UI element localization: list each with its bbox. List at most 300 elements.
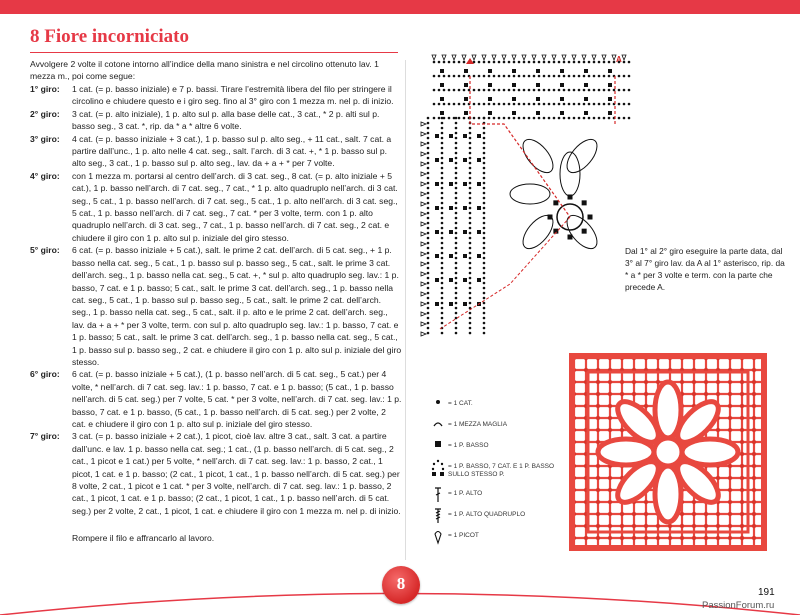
chain-dot (427, 232, 430, 235)
chain-dot (469, 142, 472, 145)
chain-dot (441, 217, 444, 220)
chain-dot (469, 222, 472, 225)
chain-dot (573, 103, 576, 106)
chain-dot (433, 117, 436, 120)
chain-dot (473, 103, 476, 106)
picot-mark (492, 55, 496, 60)
chain-dot (455, 257, 458, 260)
center-stitch (548, 215, 553, 220)
picot-mark (421, 152, 426, 156)
chain-dot (455, 322, 458, 325)
single-crochet-mark (477, 254, 481, 258)
chain-dot (583, 89, 586, 92)
legend-row (428, 438, 568, 459)
center-stitch (582, 200, 587, 205)
single-crochet-mark (440, 111, 444, 115)
chain-dot (448, 75, 451, 78)
watermark: PassionForum.ru (702, 600, 775, 611)
chain-dot (483, 287, 486, 290)
picot-mark (421, 332, 426, 336)
chain-dot (469, 312, 472, 315)
chain-dot (553, 75, 556, 78)
chain-dot (483, 322, 486, 325)
chain-dot (493, 89, 496, 92)
chain-dot (513, 89, 516, 92)
single-crochet-mark (477, 230, 481, 234)
picot-mark (421, 162, 426, 166)
chain-dot (441, 147, 444, 150)
single-crochet-mark (449, 254, 453, 258)
chain-dot (628, 89, 631, 92)
single-crochet-mark (608, 97, 612, 101)
single-crochet-mark (440, 83, 444, 87)
chain-dot (443, 75, 446, 78)
chain-dot (473, 89, 476, 92)
chain-dot (433, 89, 436, 92)
chain-dot (483, 227, 486, 230)
chain-dot (568, 89, 571, 92)
chain-dot (443, 89, 446, 92)
chain-dot (443, 103, 446, 106)
chain-dot (568, 117, 571, 120)
chain-dot (469, 197, 472, 200)
picot-mark (482, 55, 486, 60)
chain-dot (483, 327, 486, 330)
chain-dot (578, 117, 581, 120)
chain-dot (455, 332, 458, 335)
chain-dot (441, 232, 444, 235)
chain-dot (441, 182, 444, 185)
chain-dot (538, 103, 541, 106)
chain-dot (623, 75, 626, 78)
chain-dot (443, 61, 446, 64)
chain-dot (483, 282, 486, 285)
chain-dot (598, 75, 601, 78)
single-crochet-mark (463, 302, 467, 306)
round-5 (30, 244, 402, 368)
chain-dot (508, 117, 511, 120)
chain-dot (543, 89, 546, 92)
chain-dot (427, 147, 430, 150)
single-crochet-mark (584, 111, 588, 115)
chain-dot (498, 117, 501, 120)
single-crochet-mark (488, 83, 492, 87)
single-crochet-mark (477, 182, 481, 186)
picot-mark (592, 55, 596, 60)
chain-dot (498, 103, 501, 106)
picot-mark (421, 292, 426, 296)
chain-dot (469, 327, 472, 330)
chain-dot (455, 277, 458, 280)
chain-dot (543, 61, 546, 64)
chain-dot (503, 75, 506, 78)
chain-dot (455, 192, 458, 195)
chain-dot (455, 137, 458, 140)
chain-dot (441, 207, 444, 210)
chain-dot (427, 262, 430, 265)
chain-dot (548, 103, 551, 106)
chain-dot (488, 117, 491, 120)
single-crochet-mark (449, 278, 453, 282)
chain-dot (455, 207, 458, 210)
chain-dot (628, 117, 631, 120)
picot-mark (602, 55, 606, 60)
chain-dot (493, 103, 496, 106)
chain-dot (513, 61, 516, 64)
single-crochet-mark (560, 111, 564, 115)
picot-mark (442, 55, 446, 60)
chain-dot (528, 61, 531, 64)
single-crochet-mark (560, 97, 564, 101)
chain-dot (518, 75, 521, 78)
chain-dot (473, 117, 476, 120)
chain-dot (503, 117, 506, 120)
single-crochet-mark (477, 206, 481, 210)
chain-dot (441, 317, 444, 320)
center-stitch (553, 200, 558, 205)
chain-dot (588, 89, 591, 92)
chain-dot (455, 182, 458, 185)
chain-dot (469, 237, 472, 240)
intro-paragraph: Avvolgere 2 volte il cotone intorno all’indice della mano sinistra e nel circolino ottenuto lav. 1 mezza m., poi come segue: (30, 59, 379, 82)
chain-dot (448, 103, 451, 106)
chain-dot (483, 212, 486, 215)
single-crochet-mark (584, 69, 588, 73)
chain-dot (469, 272, 472, 275)
single-crochet-mark (463, 158, 467, 162)
single-crochet-mark (477, 134, 481, 138)
round-text: 4 cat. (= p. basso iniziale + 3 cat.), 1 p. basso sul p. alto seg., + 11 cat., salt. 7 cat. a partire dall’unc., 1 p. alto nelle 4 cat. seg., salt. l’arch. di 3 cat. +, * 1 p. basso sul p. alto seg., 3 cat., 1 p. basso sul p. alto seg., lav. da + a + * per 7 volte. (72, 133, 392, 169)
chain-dot (478, 89, 481, 92)
chain-dot (441, 127, 444, 130)
chain-dot (469, 232, 472, 235)
single-crochet-mark (488, 97, 492, 101)
chain-dot (578, 75, 581, 78)
chain-dot (528, 75, 531, 78)
single-crochet-mark (536, 69, 540, 73)
chain-dot (441, 152, 444, 155)
chain-dot (483, 242, 486, 245)
chain-dot (455, 197, 458, 200)
chain-dot (427, 192, 430, 195)
chain-dot (427, 157, 430, 160)
chain-dot (455, 172, 458, 175)
chain-dot (478, 61, 481, 64)
legend-text: = 1 CAT. (448, 400, 473, 407)
chain-dot (441, 167, 444, 170)
chain-dot (483, 177, 486, 180)
chain-dot (483, 207, 486, 210)
chain-dot (455, 242, 458, 245)
chain-dot (441, 257, 444, 260)
chain-dot (469, 247, 472, 250)
single-crochet-mark (449, 206, 453, 210)
chain-dot (613, 89, 616, 92)
chain-dot (488, 103, 491, 106)
chain-dot (455, 162, 458, 165)
chain-dot (453, 75, 456, 78)
chain-dot (508, 89, 511, 92)
chain-dot (523, 103, 526, 106)
chain-dot (543, 75, 546, 78)
chain-dot (513, 103, 516, 106)
chain-dot (608, 117, 611, 120)
chain-dot (473, 75, 476, 78)
legend-row (428, 507, 568, 528)
legend-row (428, 486, 568, 507)
chain-dot (441, 282, 444, 285)
round-text: 6 cat. (= p. basso iniziale + 5 cat.), (1 p. basso nell’arch. di 5 cat. seg., 5 cat.) per 4 volte, * nell’arch. di 7 cat. seg. lav.: 1 p. basso, 7 cat. e 1 p. basso; (5 cat., 1 p. basso nell’arch. di 5 cat. seg.) per 7 volte, 5 cat. * per 3 volte, nell’arch. di 7 cat. seg. lav.: 1 p. basso, 7 cat. e 1 p. basso, (5 cat., 1 p. basso nell’arch. di 5 cat. seg.) per 2 volte, 2 cat. e chiudere il giro con 1 p. alto sul p. iniziale del giro stesso. (72, 369, 402, 429)
chain-dot (441, 267, 444, 270)
chain-dot (441, 332, 444, 335)
chain-dot (427, 167, 430, 170)
chain-dot (518, 117, 521, 120)
chain-dot (483, 142, 486, 145)
chain-dot (441, 242, 444, 245)
chain-dot (438, 75, 441, 78)
chain-dot (518, 89, 521, 92)
chain-dot (488, 75, 491, 78)
chain-dot (463, 75, 466, 78)
center-stitch (582, 229, 587, 234)
chain-dot (558, 117, 561, 120)
chain-dot (441, 197, 444, 200)
single-crochet-mark (435, 230, 439, 234)
round-label: 2° giro: (30, 108, 60, 119)
chain-dot (469, 267, 472, 270)
chain-dot (593, 89, 596, 92)
chain-dot (469, 157, 472, 160)
picot-mark (552, 55, 556, 60)
chain-dot (553, 103, 556, 106)
chain-dot (538, 89, 541, 92)
chain-dot (463, 103, 466, 106)
legend-row (428, 459, 568, 486)
chain-dot (498, 75, 501, 78)
chain-dot (483, 262, 486, 265)
chain-dot (427, 117, 430, 120)
chart-red-diagonal (440, 217, 570, 329)
chain-dot (628, 75, 631, 78)
chain-dot (455, 302, 458, 305)
chain-dot (483, 162, 486, 165)
chain-dot (469, 252, 472, 255)
single-crochet-mark (463, 134, 467, 138)
chain-dot (483, 117, 486, 120)
chart-start-arrow (466, 58, 474, 64)
chain-dot (578, 103, 581, 106)
chain-dot (469, 332, 472, 335)
chain-dot (438, 61, 441, 64)
chain-dot (513, 75, 516, 78)
single-crochet-mark (488, 69, 492, 73)
chain-dot (498, 61, 501, 64)
picot-mark (542, 55, 546, 60)
chain-dot (438, 89, 441, 92)
chain-dot (483, 232, 486, 235)
chain-dot (608, 61, 611, 64)
chain-dot (483, 152, 486, 155)
chain-dot (563, 61, 566, 64)
chain-dot (441, 117, 444, 120)
chain-dot (469, 262, 472, 265)
chain-dot (483, 147, 486, 150)
chain-dot (427, 162, 430, 165)
chain-dot (441, 137, 444, 140)
crochet-square-photo (568, 352, 768, 552)
chain-dot (441, 157, 444, 160)
chain-dot (483, 222, 486, 225)
single-crochet-mark (464, 111, 468, 115)
chain-dot (427, 322, 430, 325)
chain-dot (469, 137, 472, 140)
picot-mark (421, 172, 426, 176)
round-text: 6 cat. (= p. basso iniziale + 5 cat.), salt. le prime 2 cat. dell’arch. di 5 cat. seg., + 1 p. basso nella cat. seg., 5 cat., 1 p. basso sul p. basso seg., 5 cat., salt. le prime 3 cat. dell’arch. seg., 1 p. basso nella cat. seg., 5 cat. +, * sul p. alto quadruplo seg. lav.: 1 p. basso, 7 cat. e 1 p. basso; 5 cat., salt. le prime 3 cat. dell’arch. seg., 1 p. basso nella cat. seg., 5 cat., 1 p. basso sul p. basso seg., 5 cat., salt. le prime 2 cat. dell’arch. seg., 1 p. basso nella cat. seg., 5 cat., salt. il p. alto e le prime 2 cat. dell’arch. seg., lav. da + a + * per 3 volte, term. con sul p. alto quadruplo seg. lav.: 1 p. basso, 7 cat. e 1 p. basso; 5 cat., salt. le prime 3 cat. dell’arch. seg., 1 p. basso nella cat. seg., 5 cat., 1 p. basso sul p. basso seg., 2 cat. e chiudere il giro con 1 p. alto sul p. iniziale del giro stesso. (72, 245, 402, 367)
chain-dot (553, 117, 556, 120)
rounds-instructions (30, 83, 402, 517)
center-stitch (568, 195, 573, 200)
picot-mark (512, 55, 516, 60)
picot-mark (421, 232, 426, 236)
picot-mark (532, 55, 536, 60)
chain-dot (469, 212, 472, 215)
chain-dot (433, 75, 436, 78)
chain-dot (427, 227, 430, 230)
single-crochet-mark (449, 302, 453, 306)
chain-dot (469, 277, 472, 280)
chain-dot (488, 61, 491, 64)
chain-dot (427, 287, 430, 290)
chain-dot (427, 302, 430, 305)
chain-dot (483, 217, 486, 220)
chain-dot (427, 267, 430, 270)
round-label: 7° giro: (30, 431, 60, 442)
chain-dot (558, 61, 561, 64)
chain-dot (483, 202, 486, 205)
chain-dot (427, 312, 430, 315)
single-crochet-mark (584, 83, 588, 87)
chain-dot (469, 167, 472, 170)
chain-dot (455, 262, 458, 265)
chain-dot (618, 117, 621, 120)
single-crochet-mark (449, 134, 453, 138)
single-crochet-mark (435, 254, 439, 258)
chain-dot (441, 297, 444, 300)
chain-dot (441, 292, 444, 295)
chain-dot (441, 272, 444, 275)
chain-dot (427, 172, 430, 175)
chain-dot (455, 187, 458, 190)
chain-dot (427, 237, 430, 240)
chain-dot (427, 132, 430, 135)
single-crochet-mark (608, 69, 612, 73)
chain-dot (441, 322, 444, 325)
chain-dot-icon (428, 396, 448, 412)
chain-dot (518, 61, 521, 64)
chain-dot (533, 103, 536, 106)
chain-dot (573, 75, 576, 78)
chain-dot (469, 152, 472, 155)
chain-dot (469, 187, 472, 190)
chain-dot (623, 61, 626, 64)
chain-dot (455, 142, 458, 145)
chain-dot (623, 103, 626, 106)
chain-dot (483, 61, 486, 64)
chain-dot (573, 117, 576, 120)
chain-dot (483, 252, 486, 255)
chain-dot (563, 75, 566, 78)
chain-dot (469, 162, 472, 165)
single-crochet-mark (608, 83, 612, 87)
chain-dot (455, 127, 458, 130)
chain-dot (563, 117, 566, 120)
chain-dot (593, 75, 596, 78)
chain-dot (483, 197, 486, 200)
chain-dot (553, 61, 556, 64)
chain-dot (483, 127, 486, 130)
chain-dot (478, 117, 481, 120)
chain-dot (453, 61, 456, 64)
chain-dot (518, 103, 521, 106)
chain-dot (618, 75, 621, 78)
chain-dot (441, 192, 444, 195)
chain-dot (483, 137, 486, 140)
round-text: 3 cat. (= p. alto iniziale), 1 p. alto sul p. alla base delle cat., 3 cat., * 2 p. alti sul p. basso seg., 3 cat. *, rip. da * a * altre 6 volte. (72, 108, 380, 132)
chain-dot (598, 61, 601, 64)
single-crochet-mark (560, 83, 564, 87)
diagram-note: Dal 1° al 2° giro eseguire la parte data, dal 3° al 7° giro lav. da A al 1° asterisco, rip. da * a * per 3 volte e term. con la parte che precede A. (625, 246, 785, 292)
round-label: 4° giro: (30, 170, 60, 181)
top-color-band (0, 0, 800, 14)
chain-dot (548, 75, 551, 78)
chain-dot (523, 117, 526, 120)
chain-dot (455, 312, 458, 315)
chain-dot (608, 75, 611, 78)
chain-dot (469, 127, 472, 130)
single-crochet-mark (608, 111, 612, 115)
chain-dot (469, 242, 472, 245)
slip-stitch-icon (428, 417, 448, 433)
chain-dot (455, 167, 458, 170)
picot-mark (421, 202, 426, 206)
chain-dot (468, 89, 471, 92)
chain-dot (613, 61, 616, 64)
chain-dot (427, 202, 430, 205)
chain-dot (568, 61, 571, 64)
chain-dot (538, 61, 541, 64)
chain-dot (483, 312, 486, 315)
chain-dot (427, 277, 430, 280)
single-crochet-mark (464, 83, 468, 87)
chain-dot (427, 137, 430, 140)
chain-dot (433, 61, 436, 64)
picot-mark (421, 272, 426, 276)
chain-dot (463, 61, 466, 64)
chain-dot (453, 103, 456, 106)
chain-dot (441, 222, 444, 225)
chain-dot (427, 182, 430, 185)
chain-dot (593, 117, 596, 120)
chain-dot (427, 152, 430, 155)
chain-dot (533, 75, 536, 78)
chain-dot (455, 212, 458, 215)
chain-dot (478, 103, 481, 106)
picot-mark (421, 242, 426, 246)
picot-mark (421, 122, 426, 126)
chain-dot (455, 222, 458, 225)
single-crochet-mark (440, 97, 444, 101)
single-crochet-mark (536, 83, 540, 87)
